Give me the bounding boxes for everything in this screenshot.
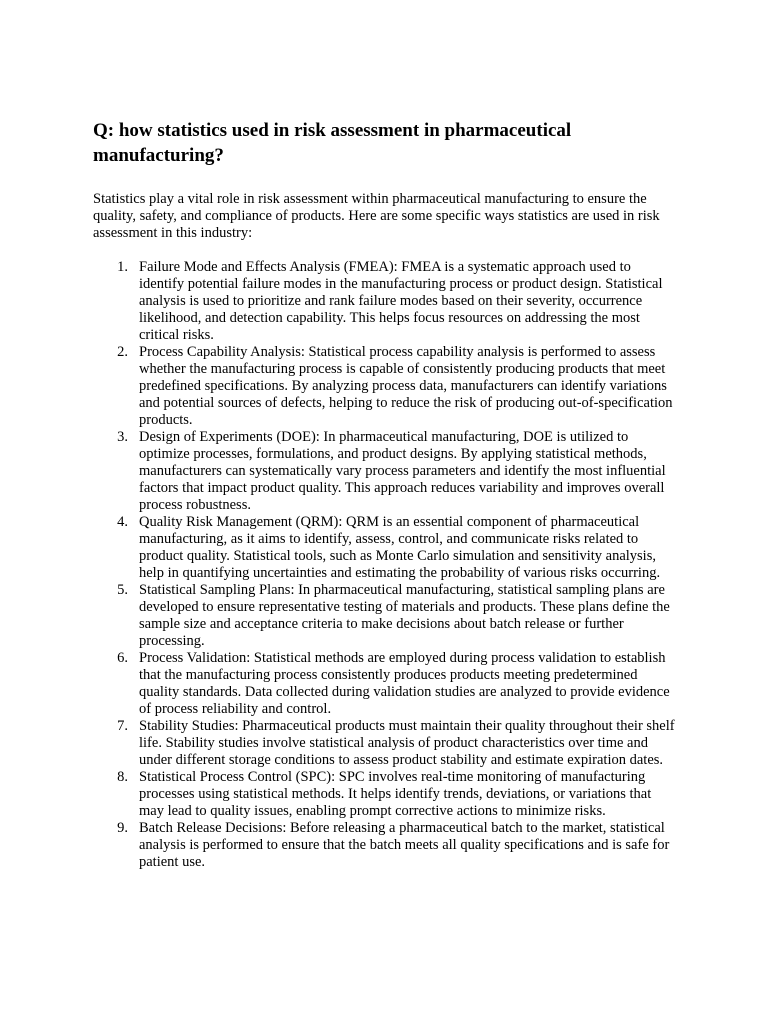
list-item: [93, 718, 678, 769]
list-item: [93, 582, 678, 650]
numbered-list: [93, 259, 678, 871]
list-item-number: 3.: [117, 429, 128, 445]
list-item-text: Statistical Sampling Plans: In pharmaceutical manufacturing, statistical sampling plans are developed to ensure representative testing of materials and products. These plans define the sample size and acceptance criteria to make decisions about batch release or further processing.: [139, 582, 670, 649]
list-item: [93, 259, 678, 344]
list-item-number: 9.: [117, 820, 128, 836]
list-item: [93, 650, 678, 718]
list-item-number: 7.: [117, 718, 128, 734]
list-item-number: 4.: [117, 514, 128, 530]
list-item-text: Stability Studies: Pharmaceutical products must maintain their quality throughout their shelf life. Stability studies involve statistical analysis of product characteristics over time and under different storage conditions to assess product stability and estimate expiration dates.: [139, 718, 675, 768]
list-item: [93, 769, 678, 820]
list-item-text: Process Validation: Statistical methods are employed during process validation to establish that the manufacturing process consistently produces products meeting predetermined quality standards. Data collected during validation studies are analyzed to provide evidence of process reliability and control.: [139, 650, 670, 717]
list-item-number: 2.: [117, 344, 128, 360]
document-page: [93, 118, 678, 871]
list-item-text: Failure Mode and Effects Analysis (FMEA): FMEA is a systematic approach used to identify potential failure modes in the manufacturing process or product design. Statistical analysis is used to prioritize and rank failure modes based on their severity, occurrence likelihood, and detection capability. This helps focus resources on addressing the most critical risks.: [139, 259, 663, 343]
question-heading: Q: how statistics used in risk assessment in pharmaceutical manufacturing?: [93, 120, 572, 166]
list-item-number: 6.: [117, 650, 128, 666]
list-item-text: Process Capability Analysis: Statistical process capability analysis is performed to assess whether the manufacturing process is capable of consistently producing products that meet predefined specifications. By analyzing process data, manufacturers can identify variations and potential sources of defects, helping to reduce the risk of producing out-of-specification products.: [139, 344, 673, 428]
list-item: [93, 514, 678, 582]
list-item-number: 5.: [117, 582, 128, 598]
list-item-text: Batch Release Decisions: Before releasing a pharmaceutical batch to the market, statistical analysis is performed to ensure that the batch meets all quality specifications and is safe for patient use.: [139, 820, 670, 870]
list-item-text: Design of Experiments (DOE): In pharmaceutical manufacturing, DOE is utilized to optimize processes, formulations, and product designs. By applying statistical methods, manufacturers can systematically vary process parameters and identify the most influential factors that impact product quality. This approach reduces variability and improves overall process robustness.: [139, 429, 666, 513]
list-item: [93, 820, 678, 871]
list-item: [93, 344, 678, 429]
intro-paragraph: Statistics play a vital role in risk assessment within pharmaceutical manufacturing to ensure the quality, safety, and compliance of products. Here are some specific ways statistics are used in risk assessment in this industry:: [93, 191, 660, 241]
list-item-number: 8.: [117, 769, 128, 785]
list-item: [93, 429, 678, 514]
list-item-number: 1.: [117, 259, 128, 275]
list-item-text: Quality Risk Management (QRM): QRM is an essential component of pharmaceutical manufacturing, as it aims to identify, assess, control, and communicate risks related to product quality. Statistical tools, such as Monte Carlo simulation and sensitivity analysis, help in quantifying uncertainties and estimating the probability of various risks occurring.: [139, 514, 661, 581]
list-item-text: Statistical Process Control (SPC): SPC involves real-time monitoring of manufacturing processes using statistical methods. It helps identify trends, deviations, or variations that may lead to quality issues, enabling prompt corrective actions to minimize risks.: [139, 769, 652, 819]
